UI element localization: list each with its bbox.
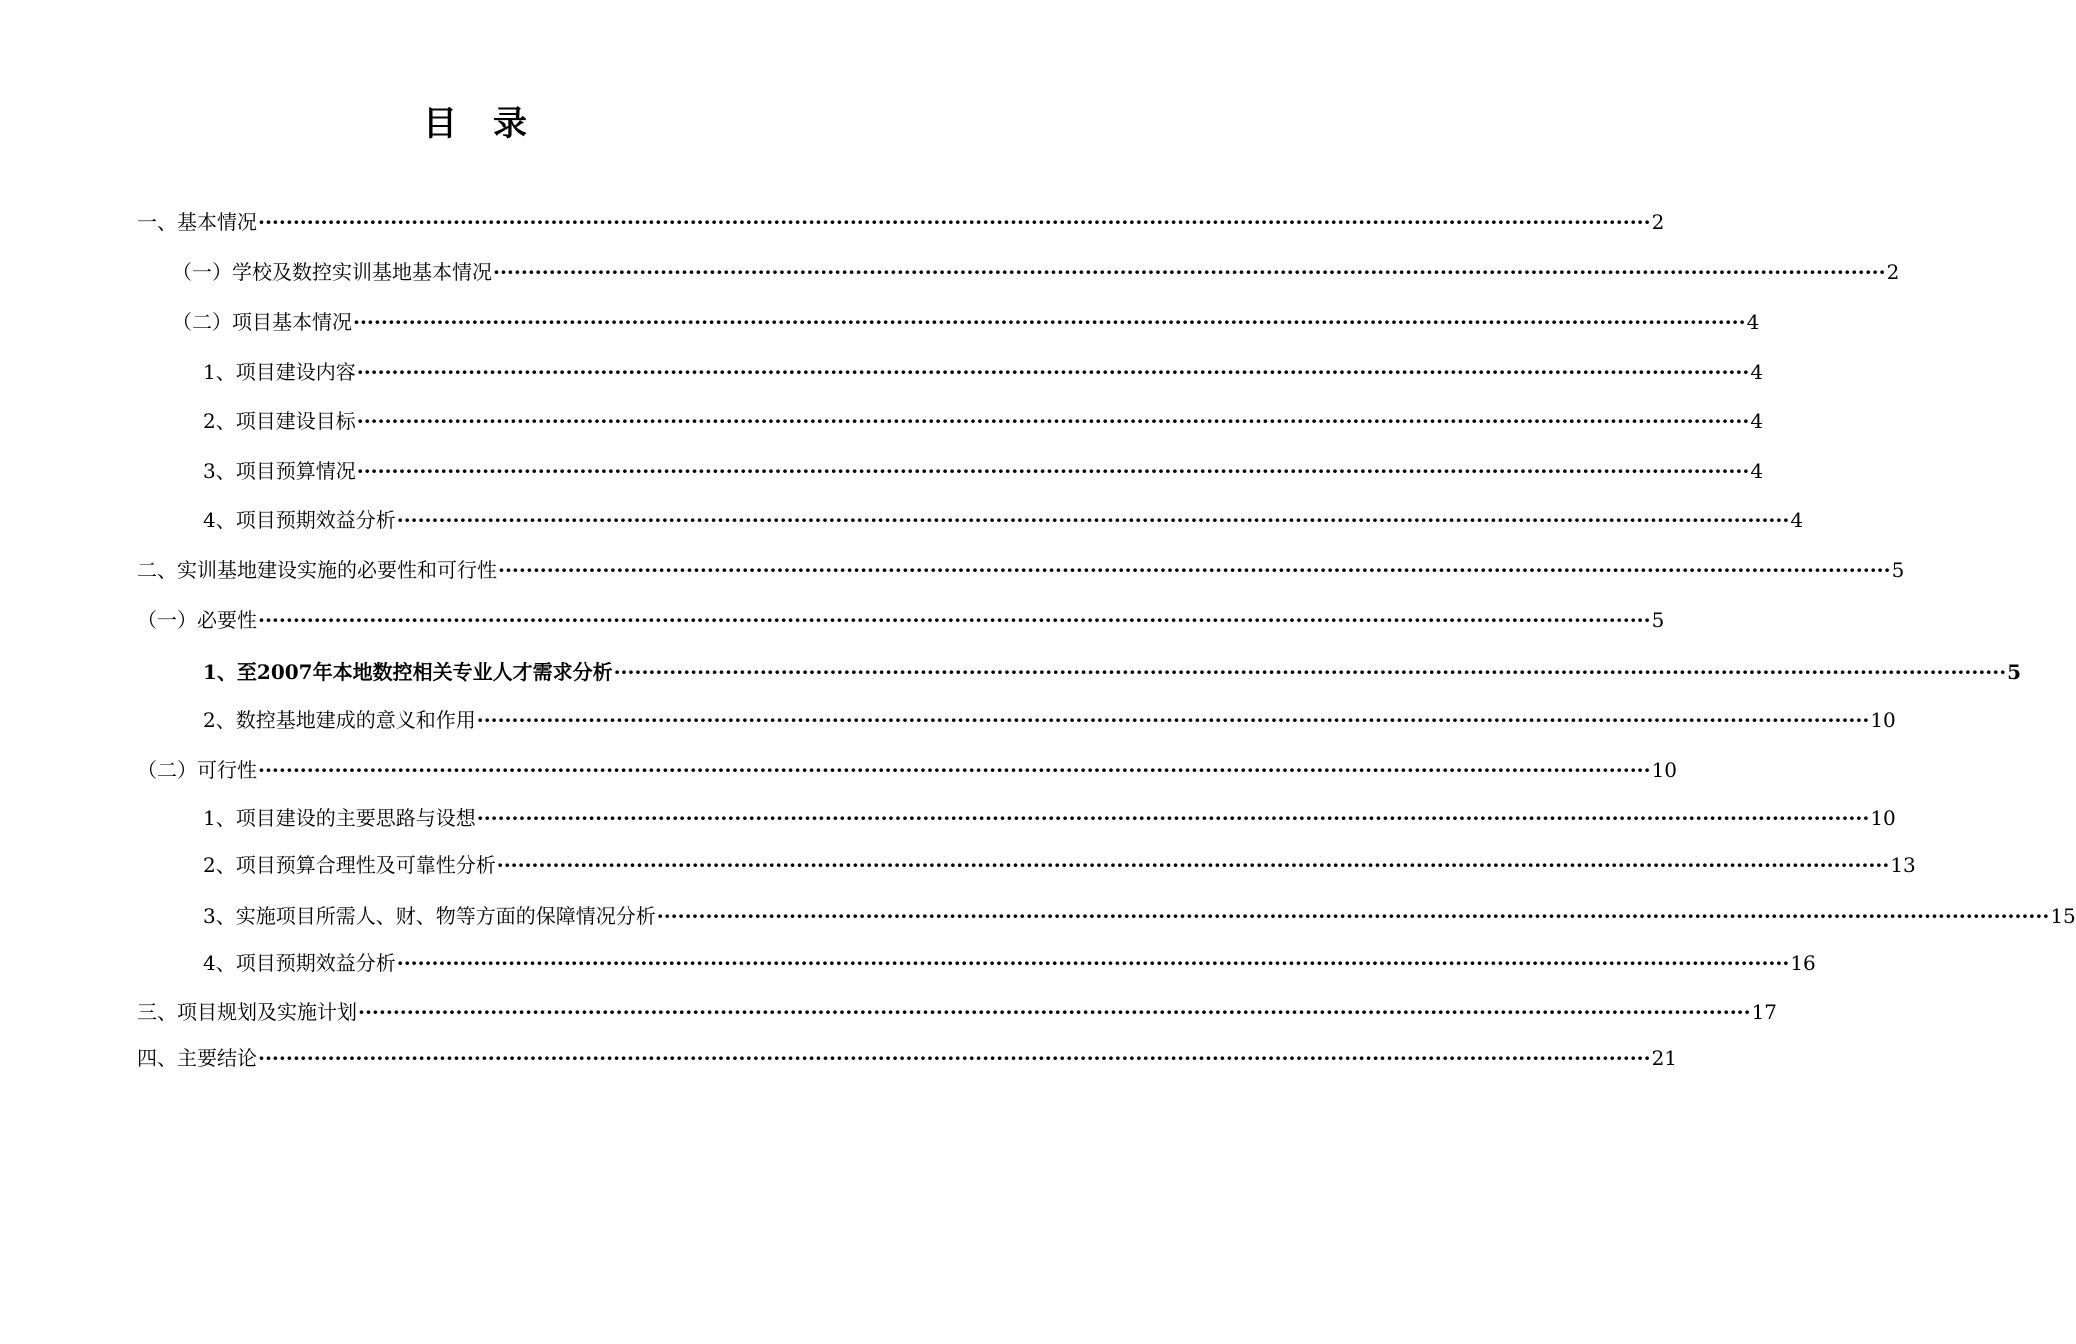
toc-entry-text: 2、数控基地建成的意义和作用 bbox=[203, 708, 476, 732]
toc-entry-significance[interactable] bbox=[203, 706, 1896, 734]
toc-entry-text: （二）项目基本情况 bbox=[172, 310, 352, 334]
toc-page-number: 4 bbox=[1750, 459, 1764, 483]
toc-entry-text: 项目建设内容 bbox=[235, 360, 356, 384]
toc-entry-text: （二）可行性 bbox=[137, 758, 257, 782]
toc-entry-text: 3、实施项目所需人、财、物等方面的保障情况分析 bbox=[203, 904, 656, 928]
page-title: 目录 bbox=[423, 104, 563, 144]
toc-page-number: 10 bbox=[1651, 758, 1678, 782]
toc-page-number: 15 bbox=[2050, 904, 2076, 928]
toc-entry-text: （一）必要性 bbox=[137, 608, 257, 632]
toc-entry-text: 1、至2007年本地数控相关专业人才需求分析 bbox=[203, 660, 613, 684]
toc-entry-number: 4、 bbox=[203, 508, 236, 532]
toc-entry-text: 一、基本情况 bbox=[137, 210, 257, 234]
toc-entry-necessity-feasibility[interactable] bbox=[137, 556, 1905, 584]
toc-entry-text: 四、主要结论 bbox=[137, 1046, 257, 1070]
toc-leader: ········································································································································································································ bbox=[356, 409, 1750, 433]
toc-leader: ········································································································································································································ bbox=[396, 508, 1790, 532]
toc-entry-text: 项目预期效益分析 bbox=[235, 508, 396, 532]
toc-page-number: 13 bbox=[1890, 853, 1916, 877]
toc-entry-resource-guarantee[interactable] bbox=[203, 902, 2076, 930]
toc-leader: ········································································································································································································ bbox=[613, 660, 2007, 684]
toc-leader: ········································································································································································································ bbox=[353, 310, 1746, 334]
toc-leader: ········································································································································································································ bbox=[493, 260, 1886, 284]
toc-page-number: 4 bbox=[1750, 409, 1764, 433]
toc-leader: ········································································································································································································ bbox=[656, 904, 2050, 928]
toc-page-number: 17 bbox=[1751, 1000, 1778, 1024]
toc-entry-necessity[interactable] bbox=[137, 606, 1665, 634]
toc-leader: ········································································································································································································ bbox=[258, 210, 1651, 234]
toc-entry-basic-info[interactable] bbox=[137, 208, 1665, 236]
toc-page-number: 16 bbox=[1790, 951, 1816, 975]
toc-page-number: 2 bbox=[1651, 210, 1665, 234]
toc-entry-text: 4、项目预期效益分析 bbox=[203, 951, 396, 975]
toc-entry-text: 项目建设目标 bbox=[235, 409, 356, 433]
toc-entry-feasibility[interactable] bbox=[137, 756, 1678, 784]
toc-leader: ········································································································································································································ bbox=[356, 360, 1750, 384]
toc-page-number: 4 bbox=[1750, 360, 1764, 384]
toc-leader: ········································································································································································································ bbox=[258, 758, 1651, 782]
toc-entry-text: 二、实训基地建设实施的必要性和可行性 bbox=[137, 558, 497, 582]
toc-leader: ········································································································································································································ bbox=[498, 558, 1891, 582]
toc-entry-construction-goals[interactable] bbox=[203, 407, 1764, 435]
toc-entry-text: 三、项目规划及实施计划 bbox=[137, 1000, 357, 1024]
toc-leader: ········································································································································································································ bbox=[358, 1000, 1751, 1024]
toc-entry-main-ideas[interactable] bbox=[203, 804, 1896, 832]
toc-page-number: 4 bbox=[1746, 310, 1760, 334]
toc-entry-number: 3、 bbox=[203, 459, 236, 483]
toc-entry-school-base-info[interactable] bbox=[172, 258, 1900, 286]
toc-entry-planning[interactable] bbox=[137, 998, 1778, 1026]
toc-entry-talent-demand[interactable] bbox=[203, 658, 2022, 686]
toc-page-number: 21 bbox=[1651, 1046, 1678, 1070]
toc-page-number: 5 bbox=[1891, 558, 1905, 582]
toc-entry-number: 2、 bbox=[203, 409, 236, 433]
toc-leader: ········································································································································································································ bbox=[476, 708, 1870, 732]
toc-leader: ········································································································································································································ bbox=[356, 459, 1750, 483]
toc-page-number: 5 bbox=[1651, 608, 1665, 632]
toc-entry-budget-rationality[interactable] bbox=[203, 851, 1916, 879]
toc-page-number: 10 bbox=[1870, 806, 1896, 830]
toc-entry-expected-benefits-2[interactable] bbox=[203, 949, 1816, 977]
toc-leader: ········································································································································································································ bbox=[496, 853, 1890, 877]
toc-entry-conclusions[interactable] bbox=[137, 1044, 1678, 1072]
toc-entry-expected-benefits[interactable] bbox=[203, 506, 1804, 534]
toc-entry-text: 项目预算情况 bbox=[235, 459, 356, 483]
toc-leader: ········································································································································································································ bbox=[396, 951, 1790, 975]
toc-entry-text: 1、项目建设的主要思路与设想 bbox=[203, 806, 476, 830]
toc-leader: ········································································································································································································ bbox=[258, 1046, 1651, 1070]
toc-entry-project-basic-info[interactable] bbox=[172, 308, 1760, 336]
toc-leader: ········································································································································································································ bbox=[476, 806, 1870, 830]
toc-page-number: 5 bbox=[2007, 660, 2022, 684]
toc-entry-construction-content[interactable] bbox=[203, 358, 1764, 386]
toc-entry-budget[interactable] bbox=[203, 457, 1764, 485]
toc-page-number: 10 bbox=[1870, 708, 1896, 732]
toc-entry-text: 2、项目预算合理性及可靠性分析 bbox=[203, 853, 496, 877]
toc-leader: ········································································································································································································ bbox=[258, 608, 1651, 632]
toc-page-number: 4 bbox=[1790, 508, 1804, 532]
toc-page-number: 2 bbox=[1886, 260, 1900, 284]
toc-entry-text: （一）学校及数控实训基地基本情况 bbox=[172, 260, 492, 284]
toc-entry-number: 1、 bbox=[203, 360, 236, 384]
